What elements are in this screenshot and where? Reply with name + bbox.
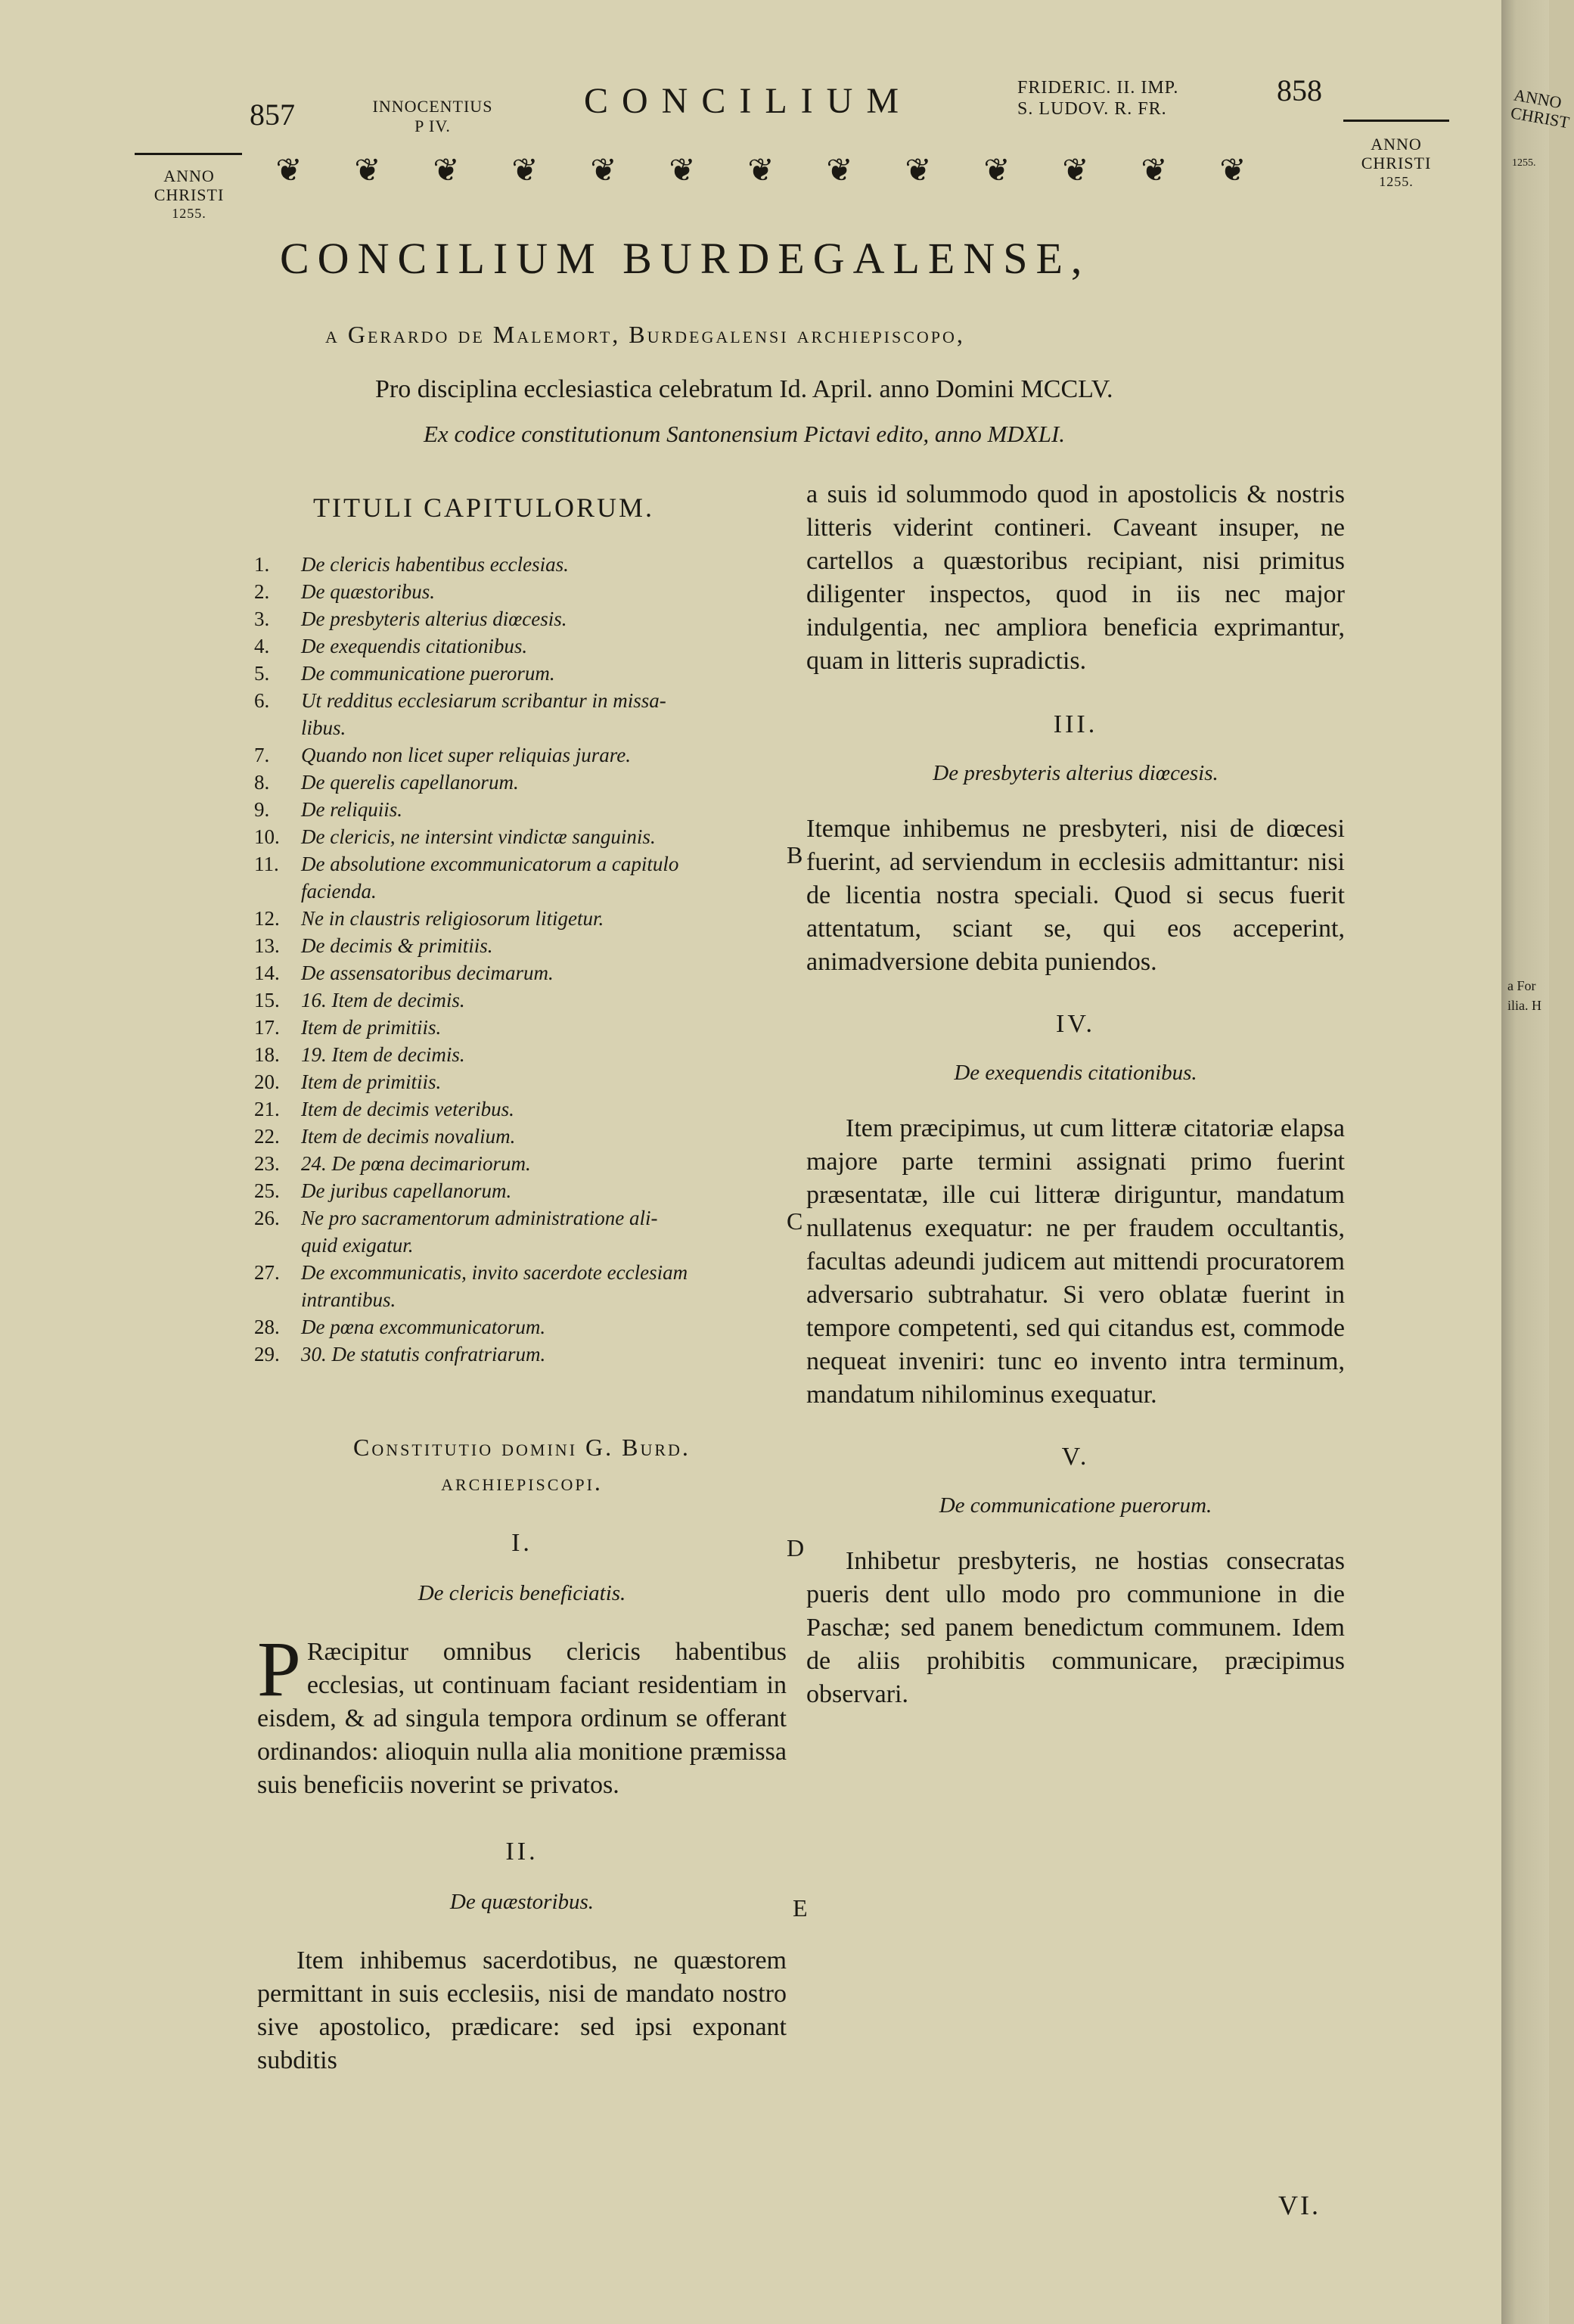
section-5-number: V. xyxy=(1061,1443,1090,1471)
section-2-title: De quæstoribus. xyxy=(449,1890,595,1914)
toc-item-number: 6. xyxy=(254,689,270,712)
fleuron-icon: ❦ xyxy=(747,154,775,188)
toc-item xyxy=(254,1313,788,1341)
toc-item-number: 7. xyxy=(254,744,270,766)
toc-item xyxy=(254,578,788,605)
section-3-title: De presbyteris alterius diœcesis. xyxy=(933,761,1219,785)
section-5-text: Inhibetur presbyteris, ne hostias consecratas pueris dent ullo modo pro communione in die Paschæ; sed panem benedictum communem. Idem de aliis prohibitis communicare, præcipimus observari. xyxy=(806,1547,1345,1708)
toc-item xyxy=(254,823,788,850)
running-head-right xyxy=(1017,77,1178,120)
toc-item-number: 10. xyxy=(254,825,280,848)
right-page-number: 858 xyxy=(1277,73,1322,107)
toc-item-title: De querelis capellanorum. xyxy=(301,771,519,794)
left-year-rule xyxy=(135,153,242,155)
toc-item-number: 13. xyxy=(254,934,280,957)
toc-item-continuation: libus. xyxy=(301,716,346,739)
toc-item-title: De communicatione puerorum. xyxy=(301,662,555,685)
toc-item-continuation: quid exigatur. xyxy=(301,1234,414,1257)
toc-item xyxy=(254,1041,788,1068)
edge-text-line1: a For xyxy=(1507,978,1536,993)
toc-list xyxy=(254,551,788,1368)
toc-item xyxy=(254,1123,788,1150)
left-page-number: 857 xyxy=(250,98,295,132)
margin-letter-d: D xyxy=(787,1534,805,1561)
ornament-band xyxy=(250,151,1331,191)
toc-item-number: 27. xyxy=(254,1261,280,1284)
toc-item xyxy=(254,1259,788,1286)
toc-item-continuation: intrantibus. xyxy=(301,1288,396,1311)
margin-letter-e: E xyxy=(793,1894,808,1922)
toc-item-title: Item de primitiis. xyxy=(301,1016,442,1039)
toc-item-title: De absolutione excommunicatorum a capitulo xyxy=(301,853,679,875)
fleuron-icon: ❦ xyxy=(433,154,460,188)
toc-item-title: De pœna excommunicatorum. xyxy=(301,1316,546,1338)
left-column-text xyxy=(257,1527,787,2077)
toc-item-number: 1. xyxy=(254,553,270,576)
toc-item xyxy=(254,1204,788,1232)
fleuron-icon: ❦ xyxy=(1219,154,1246,188)
toc-item-title: De juribus capellanorum. xyxy=(301,1179,512,1202)
toc-item-number: 11. xyxy=(254,853,279,875)
section-2-text-b: a suis id solummodo quod in apostolicis & nostris litteris viderint contineri. Caveant insuper, ne cartellos a quæstoribus recipiant, nisi primitus diligenter inspectos, quod in iis nec major indulgentia, nec ampliora beneficia exprimantur, quam in litteris supradictis. xyxy=(806,480,1345,675)
toc-item xyxy=(254,796,788,823)
toc-item-number: 22. xyxy=(254,1125,280,1148)
edge-text-line2: ilia. H xyxy=(1507,998,1541,1013)
toc-item-title: De reliquiis. xyxy=(301,798,402,821)
fleuron-icon: ❦ xyxy=(1062,154,1089,188)
right-year-note xyxy=(1343,135,1449,191)
toc-item-continuation: facienda. xyxy=(301,880,377,903)
section-3-number: III. xyxy=(1053,710,1098,738)
toc-item-title: 16. Item de decimis. xyxy=(301,989,465,1011)
running-head-left-line2: P IV. xyxy=(414,117,451,135)
toc-item-number: 28. xyxy=(254,1316,280,1338)
right-year-anno: ANNO xyxy=(1371,135,1422,154)
edge-text-number: 1255. xyxy=(1512,157,1536,169)
toc-item xyxy=(254,1095,788,1123)
toc-item-title: Ne pro sacramentorum administratione ali- xyxy=(301,1207,658,1229)
left-year-note xyxy=(138,166,241,223)
section-4-text: Item præcipimus, ut cum litteræ citatoriæ elapsa majore parte termini assignati primo fuerint præsentatæ, ille cui litteræ diriguntur, mandatum nullatenus exequatur: ne per fraudem occultantis, facultas adeundi judicem aut mittendi procuratorem adversario subtrahatur. Si vero oblatæ fuerint in tempore competenti, sed qui citandus est, commode nequeat inveniri: tunc eo invento intra terminum, mandatum nihilominus exequatur. xyxy=(806,1114,1345,1409)
section-2-number: II. xyxy=(505,1838,539,1866)
right-year-rule xyxy=(1343,120,1449,122)
toc-item-title: De quæstoribus. xyxy=(301,580,436,603)
fleuron-icon: ❦ xyxy=(983,154,1011,188)
section-5-title: De communicatione puerorum. xyxy=(939,1493,1212,1518)
toc-item xyxy=(254,850,788,878)
toc-item xyxy=(254,741,788,769)
toc-item-title: De exequendis citationibus. xyxy=(301,635,528,657)
fleuron-icon: ❦ xyxy=(511,154,539,188)
running-head-left xyxy=(357,97,508,136)
drop-cap: P xyxy=(257,1626,301,1713)
toc-heading: TITULI CAPITULORUM. xyxy=(313,492,654,523)
running-title: CONCILIUM xyxy=(584,81,912,121)
margin-letter-b: B xyxy=(787,841,803,868)
edge-text-year: ANNO CHRIST xyxy=(1509,85,1571,132)
toc-item xyxy=(254,605,788,632)
toc-item-title: Item de decimis veteribus. xyxy=(301,1098,514,1120)
council-purpose: Pro disciplina ecclesiastica celebratum Id. April. anno Domini MCCLV. xyxy=(375,375,1113,403)
toc-item xyxy=(254,1341,788,1368)
toc-item-number: 20. xyxy=(254,1070,280,1093)
toc-item xyxy=(254,660,788,687)
constitutio-line1: Constitutio domini G. Burd. xyxy=(353,1434,691,1461)
toc-item xyxy=(254,959,788,986)
margin-letter-c: C xyxy=(787,1207,803,1235)
toc-item-number: 21. xyxy=(254,1098,280,1120)
section-2-text-a: Item inhibemus sacerdotibus, ne quæstorem permittant in suis ecclesiis, nisi de mandato nostro sive apostolico, prædicare: sed ipsi exponant subditis xyxy=(257,1947,787,2074)
toc-item xyxy=(254,1068,788,1095)
toc-item-title: Ne in claustris religiosorum litigetur. xyxy=(301,907,604,930)
toc-item xyxy=(254,1177,788,1204)
section-4-title: De exequendis citationibus. xyxy=(954,1061,1197,1085)
running-head-right-line2: S. LUDOV. R. FR. xyxy=(1017,99,1167,119)
section-1-paragraph xyxy=(257,1626,787,1802)
toc-item xyxy=(254,551,788,578)
fleuron-icon: ❦ xyxy=(275,154,303,188)
toc-item-title: De excommunicatis, invito sacerdote ecclesiam xyxy=(301,1261,688,1284)
toc-item xyxy=(254,986,788,1014)
section-3-text: Itemque inhibemus ne presbyteri, nisi de diœcesi fuerint, ad serviendum in ecclesiis admittantur: nisi de licentia nostra speciali. Quod si secus fuerit attentatum, sciant se, qui eos acceperint, animadversione debita puniendos. xyxy=(806,815,1345,976)
toc-item xyxy=(254,932,788,959)
next-page-edge xyxy=(1501,0,1571,2324)
fleuron-icon: ❦ xyxy=(826,154,853,188)
fleuron-icon: ❦ xyxy=(1141,154,1168,188)
toc-item-number: 26. xyxy=(254,1207,280,1229)
toc-item-title: De decimis & primitiis. xyxy=(301,934,493,957)
toc-item-number: 14. xyxy=(254,962,280,984)
toc-item-number: 9. xyxy=(254,798,270,821)
running-head-right-line1: FRIDERIC. II. IMP. xyxy=(1017,78,1179,98)
constitutio-line2: archiepiscopi. xyxy=(441,1468,603,1496)
section-1-number: I. xyxy=(511,1529,532,1557)
running-head-left-line1: INNOCENTIUS xyxy=(372,97,493,116)
toc-item-number: 15. xyxy=(254,989,280,1011)
fleuron-icon: ❦ xyxy=(905,154,932,188)
fleuron-icon: ❦ xyxy=(669,154,696,188)
right-year-christi: CHRISTI xyxy=(1361,154,1432,172)
toc-item-number: 12. xyxy=(254,907,280,930)
toc-item-title: De clericis, ne intersint vindictæ sanguinis. xyxy=(301,825,656,848)
section-4-number: IV. xyxy=(1056,1010,1095,1038)
council-author: a Gerardo de Malemort, Burdegalensi archiepiscopo, xyxy=(325,321,965,348)
toc-item-number: 17. xyxy=(254,1016,280,1039)
council-title: CONCILIUM BURDEGALENSE, xyxy=(280,234,1091,283)
toc-item-number: 25. xyxy=(254,1179,280,1202)
section-1-text: Ræcipitur omnibus clericis habentibus ecclesias, ut continuam faciant residentiam in eisdem, & ad singula tempora ordinum se offerant ordinandos: alioquin nulla alia monitione præmissa suis beneficiis noverint se privatos. xyxy=(257,1638,787,1799)
left-year-number: 1255. xyxy=(172,206,206,221)
right-column-text xyxy=(806,478,1345,1711)
council-source: Ex codice constitutionum Santonensium Pictavi edito, anno MDXLI. xyxy=(424,421,1066,447)
toc-item-number: 3. xyxy=(254,607,270,630)
toc-item-title: 19. Item de decimis. xyxy=(301,1043,465,1066)
fleuron-icon: ❦ xyxy=(590,154,617,188)
toc-item-title: Quando non licet super reliquias jurare. xyxy=(301,744,631,766)
toc-item xyxy=(254,905,788,932)
toc-item-number: 18. xyxy=(254,1043,280,1066)
toc-item-title: Item de decimis novalium. xyxy=(301,1125,516,1148)
toc-item-title: Item de primitiis. xyxy=(301,1070,442,1093)
section-1-title: De clericis beneficiatis. xyxy=(418,1581,626,1605)
toc-item-title: De clericis habentibus ecclesias. xyxy=(301,553,569,576)
toc-item xyxy=(254,1014,788,1041)
left-year-anno: ANNO xyxy=(163,166,215,185)
edge-text-margin xyxy=(1507,976,1541,1015)
toc-item xyxy=(254,632,788,660)
toc-item-title: De assensatoribus decimarum. xyxy=(301,962,554,984)
toc-item-title: 24. De pœna decimariorum. xyxy=(301,1152,531,1175)
fleuron-icon: ❦ xyxy=(354,154,381,188)
toc-item-title: 30. De statutis confratriarum. xyxy=(301,1343,546,1366)
toc-item xyxy=(254,1150,788,1177)
toc-item-number: 29. xyxy=(254,1343,280,1366)
toc-item-number: 5. xyxy=(254,662,270,685)
toc-item-title: De presbyteris alterius diœcesis. xyxy=(301,607,567,630)
toc-item-number: 4. xyxy=(254,635,270,657)
toc-item-title: Ut redditus ecclesiarum scribantur in missa- xyxy=(301,689,666,712)
toc-item xyxy=(254,687,788,714)
toc-item-number: 23. xyxy=(254,1152,280,1175)
left-year-christi: CHRISTI xyxy=(154,185,225,204)
right-year-number: 1255. xyxy=(1379,174,1414,189)
constitutio-heading xyxy=(257,1430,787,1499)
toc-item-number: 8. xyxy=(254,771,270,794)
catchword: VI. xyxy=(1278,2190,1321,2220)
toc-item-number: 2. xyxy=(254,580,270,603)
toc-item xyxy=(254,769,788,796)
